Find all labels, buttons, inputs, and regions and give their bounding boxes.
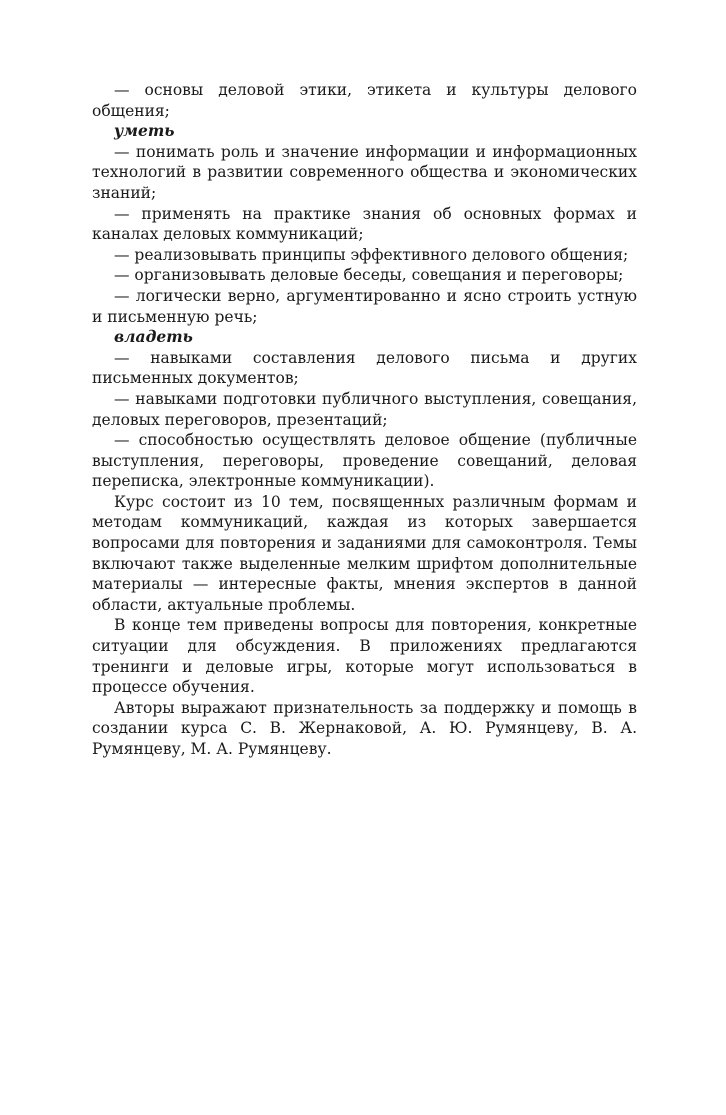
body-paragraph: Курс состоит из 10 тем, посвященных различным формам и методам коммуникаций, каждая из которых завершается вопросами для повторения и заданиями для самоконтроля. Темы включают также выделенные мелким шрифтом дополнительные материалы — интересные факты, мнения экспертов в данной области, актуальные проблемы. — [92, 492, 637, 614]
section-heading-vladet: владеть — [114, 327, 193, 347]
bullet-item: — логически верно, аргументированно и ясно строить устную и письменную речь; — [92, 286, 637, 326]
body-paragraph: Авторы выражают признательность за поддержку и помощь в создании курса С. В. Жернаковой, А. Ю. Румянцеву, В. А. Румянцеву, М. А. Румянцеву. — [92, 698, 637, 758]
bullet-item: — навыками составления делового письма и других письменных документов; — [92, 348, 637, 388]
page-text — [92, 80, 637, 760]
bullet-item: — организовывать деловые беседы, совещания и переговоры; — [114, 266, 624, 285]
bullet-item: — способностью осуществлять деловое общение (публичные выступления, переговоры, проведение совещаний, деловая переписка, электронные коммуникации). — [92, 431, 637, 491]
section-heading-umet: уметь — [114, 121, 175, 141]
bullet-item: — реализовывать принципы эффективного делового общения; — [114, 245, 629, 264]
bullet-item: — понимать роль и значение информации и информационных технологий в развитии современного общества и экономических знаний; — [92, 142, 637, 202]
bullet-item: — основы деловой этики, этикета и культуры делового общения; — [92, 81, 637, 120]
bullet-item: — навыками подготовки публичного выступления, совещания, деловых переговоров, презентаций; — [92, 389, 637, 429]
bullet-item: — применять на практике знания об основных формах и каналах деловых коммуникаций; — [92, 204, 637, 244]
body-paragraph: В конце тем приведены вопросы для повторения, конкретные ситуации для обсуждения. В приложениях предлагаются тренинги и деловые игры, которые могут использоваться в процессе обучения. — [92, 616, 637, 697]
